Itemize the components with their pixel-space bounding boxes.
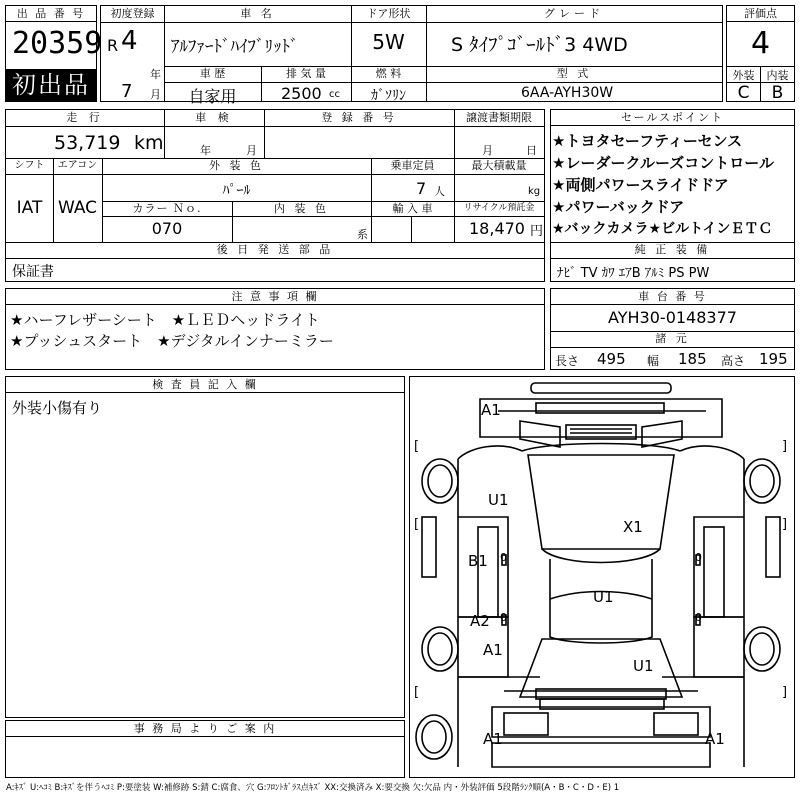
reg-label: 初度登録 (110, 7, 155, 20)
inspection-month-unit: 月 (246, 144, 257, 157)
colorno: 070 (151, 219, 183, 238)
length-label: 長さ (555, 354, 580, 368)
notes-box (5, 288, 545, 370)
import-label: 輸 入 車 (392, 202, 433, 215)
regno-label: 登 録 番 号 (321, 111, 397, 124)
interior-grade: B (771, 83, 784, 103)
interior-label: 内装 (766, 69, 789, 82)
color-label: 外 装 色 (209, 159, 264, 172)
damage-mark-u1-center: U1 (593, 588, 614, 606)
width-value: 185 (678, 350, 707, 368)
damage-mark-a1-bottom-right: A1 (705, 730, 725, 748)
mileage-unit: km (134, 132, 164, 154)
sales-points-box (550, 109, 795, 282)
shift-label: シフト (14, 160, 45, 171)
first-listing-text: 初出品 (12, 71, 90, 99)
score-box (726, 5, 795, 102)
ac: WAC (57, 198, 98, 218)
grade-label: グレード (544, 7, 604, 20)
car-name: ｱﾙﾌｧｰﾄﾞﾊｲﾌﾞﾘｯﾄﾞ (171, 37, 299, 57)
bracket-right-top: ] (782, 439, 788, 454)
displacement-unit: cc (329, 89, 340, 100)
inspector-box (5, 376, 405, 718)
reg-month: 7 (121, 81, 133, 102)
reg-era: R (107, 36, 119, 55)
zero-right-low: 0 (695, 611, 702, 624)
transfer-label: 譲渡書類期限 (466, 111, 532, 124)
legend-text: A:ｷｽﾞ U:ﾍｺﾐ B:ｷｽﾞを伴うﾍｺﾐ P:要塗装 W:補修跡 S:錆 C:腐食、穴 G:ﾌﾛﾝﾄｶﾞﾗｽ点ｷｽﾞ XX:交換済み X:要交換 欠:欠品 内・外装評価 5段階ﾗﾝｸ順(A・B・C・D・E) 1 (6, 783, 620, 793)
notes-line-2: ★プッシュスタート ★デジタルインナーミラー (10, 332, 334, 350)
score: 4 (750, 26, 771, 61)
chassis-box (550, 288, 795, 370)
zero-right: 0 (695, 551, 702, 564)
fuel: ｶﾞｿﾘﾝ (371, 88, 406, 104)
damage-mark-a1-top: A1 (481, 401, 501, 419)
displacement-label: 排 気 量 (286, 67, 326, 80)
grade: S ﾀｲﾌﾟｺﾞｰﾙﾄﾞ3 4WD (451, 34, 628, 56)
ac-label: エアコン (57, 160, 98, 171)
exterior-grade: C (737, 83, 750, 103)
office-box (5, 720, 405, 778)
car-name-label: 車 名 (240, 7, 275, 20)
details-table (5, 109, 545, 282)
colorno-label: カラー Ｎｏ. (132, 202, 202, 215)
displacement: 2500 (281, 84, 322, 103)
reg-year: 4 (121, 26, 138, 56)
reg-year-unit: 年 (150, 68, 161, 81)
first-listing-badge (6, 69, 96, 101)
shift: IAT (16, 198, 43, 218)
damage-mark-x1: X1 (623, 518, 643, 536)
vehicle-info-table (100, 5, 723, 106)
transfer-month-unit: 月 (482, 144, 493, 157)
sales-point-4: ★パワーバックドア (552, 198, 685, 216)
mileage-label: 走 行 (66, 111, 104, 124)
bracket-left-low: [ (414, 685, 420, 700)
damage-mark-b1: B1 (468, 552, 488, 570)
mileage: 53,719 (54, 132, 121, 154)
transfer-day-unit: 日 (526, 144, 537, 157)
lot-label: 出 品 番 号 (6, 6, 96, 22)
capacity-unit: 人 (434, 185, 445, 198)
model-label: 型 式 (556, 67, 592, 80)
lot-box (5, 5, 103, 102)
model: 6AA-AYH30W (521, 85, 614, 101)
length-value: 495 (597, 350, 626, 368)
exterior-label: 外装 (732, 69, 755, 82)
sales-point-5: ★バックカメラ★ビルトインＥＴＣ (552, 221, 773, 237)
damage-mark-a1-left: A1 (483, 641, 503, 659)
height-label: 高さ (721, 354, 746, 368)
lot-number: 20359 (12, 26, 103, 61)
color: ﾊﾟｰﾙ (222, 183, 251, 199)
recycle-unit: 円 (530, 224, 544, 239)
recycle-label: リサイクル預託金 (463, 203, 535, 213)
history: 自家用 (188, 87, 237, 106)
door-type: 5W (372, 30, 405, 54)
history-label: 車 歴 (199, 67, 226, 80)
chassis-number: AYH30-0148377 (608, 308, 737, 327)
capacity-label: 乗車定員 (390, 159, 435, 172)
inspection-year-unit: 年 (200, 144, 211, 157)
load-label: 最大積載量 (471, 159, 527, 172)
bracket-left-top: [ (414, 439, 420, 454)
reg-month-unit: 月 (150, 88, 161, 101)
zero-left-low: 0 (500, 611, 507, 624)
bracket-left-mid: [ (414, 517, 420, 532)
sales-label: セールスポイント (551, 110, 794, 126)
sales-point-1: ★トヨタセーフティーセンス (552, 132, 743, 150)
capacity: 7 (416, 179, 427, 198)
zero-left: 0 (500, 551, 507, 564)
bracket-right-mid: ] (782, 517, 788, 532)
load-unit: kg (528, 186, 541, 197)
office-label: 事 務 局 よ り ご 案 内 (6, 721, 404, 737)
height-value: 195 (759, 350, 788, 368)
car-outline-drawing (410, 377, 794, 777)
later-items: 保証書 (12, 264, 54, 280)
damage-mark-u1-left: U1 (488, 491, 509, 509)
sales-point-3: ★両側パワースライドドア (552, 176, 729, 194)
damage-mark-a1-bottom-left: A1 (483, 730, 503, 748)
damage-mark-u1-lower: U1 (633, 657, 654, 675)
dims-label: 諸 元 (655, 332, 690, 345)
width-label: 幅 (647, 354, 660, 368)
inspector-label: 検 査 員 記 入 欄 (6, 377, 404, 393)
notes-label: 注 意 事 項 欄 (6, 289, 544, 305)
later-label: 後 日 発 送 部 品 (216, 243, 334, 256)
inspection-label: 車 検 (195, 111, 233, 124)
int-color-unit: 系 (357, 228, 368, 241)
int-color-label: 内 装 色 (274, 202, 329, 215)
recycle-amount: 18,470 (469, 219, 525, 238)
damage-mark-a2: A2 (470, 612, 490, 630)
fuel-label: 燃 料 (375, 67, 402, 80)
notes-line-1: ★ハーフレザーシート ★ＬＥＤヘッドライト (10, 311, 320, 329)
equip-list: ﾅﾋﾞ TV ｶﾜ ｴｱB ｱﾙﾐ PS PW (557, 266, 710, 281)
score-label: 評価点 (727, 6, 794, 22)
bracket-right-low: ] (782, 685, 788, 700)
door-label: ドア形状 (366, 7, 411, 20)
equip-label: 純 正 装 備 (634, 243, 711, 256)
car-diagram (409, 376, 795, 778)
inspector-note: 外装小傷有り (12, 399, 103, 417)
chassis-label: 車 台 番 号 (551, 289, 794, 305)
sales-point-2: ★レーダークルーズコントロール (552, 154, 774, 172)
